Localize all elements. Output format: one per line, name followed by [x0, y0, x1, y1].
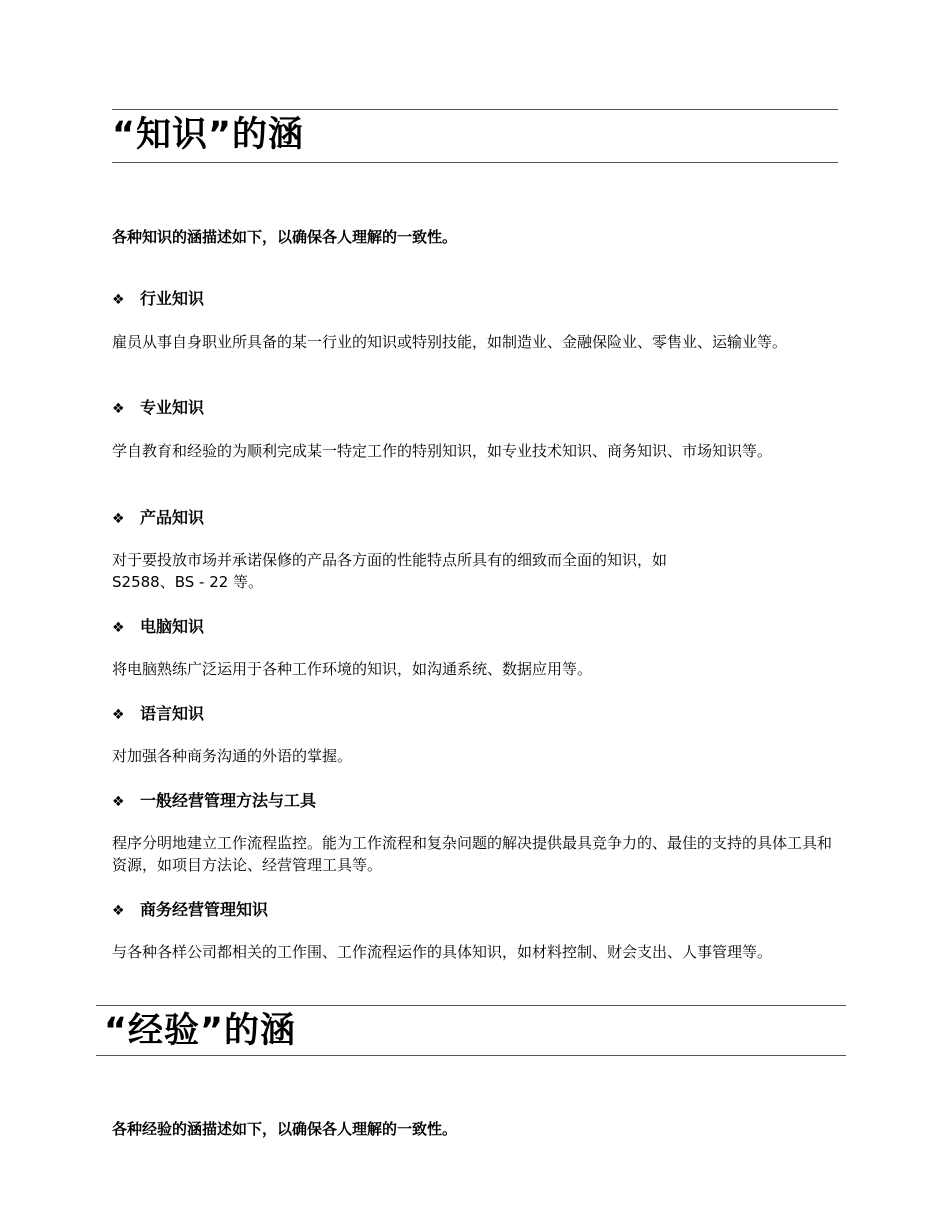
item-body: 学自教育和经验的为顺利完成某一特定工作的特别知识，如专业技术知识、商务知识、市场知识等。: [112, 442, 773, 460]
item-title-label: 产品知识: [140, 508, 205, 527]
item-body: 将电脑熟练广泛运用于各种工作环境的知识，如沟通系统、数据应用等。: [112, 660, 593, 678]
item-title-label: 语言知识: [140, 704, 205, 723]
diamond-bullet-icon: ❖: [112, 292, 125, 308]
item-title-label: 行业知识: [140, 289, 205, 308]
item-body: 程序分明地建立工作流程监控。能为工作流程和复杂问题的解决提供最具竞争力的、最佳的支持的具体工具和资源，如项目方法论、经营管理工具等。: [112, 834, 833, 874]
item-title-label: 专业知识: [140, 398, 205, 417]
section-heading-experience: [96, 1005, 846, 1056]
diamond-bullet-icon: ❖: [112, 707, 125, 723]
item-body-line: 对于要投放市场并承诺保修的产品各方面的性能特点所具有的细致而全面的知识，如: [112, 551, 668, 569]
diamond-bullet-icon: ❖: [112, 511, 125, 527]
item-title-language-knowledge: [112, 703, 204, 726]
item-body-line: S2588、BS - 22 等。: [112, 573, 264, 591]
diamond-bullet-icon: ❖: [112, 620, 125, 636]
item-title-label: 一般经营管理方法与工具: [140, 791, 317, 810]
section-title: “知识”的涵: [112, 115, 305, 155]
item-title-general-management-tools: [112, 790, 316, 813]
item-title-computer-knowledge: [112, 616, 204, 639]
section-title: “经验”的涵: [104, 1011, 297, 1051]
item-title-industry-knowledge: [112, 288, 204, 311]
item-body: 雇员从事自身职业所具备的某一行业的知识或特别技能，如制造业、金融保险业、零售业、运输业等。: [112, 333, 788, 351]
diamond-bullet-icon: ❖: [112, 794, 125, 810]
item-body: 对加强各种商务沟通的外语的掌握。: [112, 747, 353, 765]
item-title-product-knowledge: [112, 507, 204, 530]
item-title-business-management-knowledge: [112, 899, 268, 922]
section-heading-knowledge: [112, 109, 838, 163]
section-intro: 各种经验的涵描述如下，以确保各人理解的一致性。: [112, 1120, 458, 1138]
item-body: [112, 549, 837, 593]
diamond-bullet-icon: ❖: [112, 401, 125, 417]
item-title-label: 电脑知识: [140, 617, 205, 636]
diamond-bullet-icon: ❖: [112, 903, 125, 919]
item-body: 与各种各样公司都相关的工作围、工作流程运作的具体知识，如材料控制、财会支出、人事管理等。: [112, 943, 773, 961]
section-intro: 各种知识的涵描述如下，以确保各人理解的一致性。: [112, 228, 458, 246]
item-title-label: 商务经营管理知识: [140, 900, 269, 919]
item-title-professional-knowledge: [112, 397, 204, 420]
